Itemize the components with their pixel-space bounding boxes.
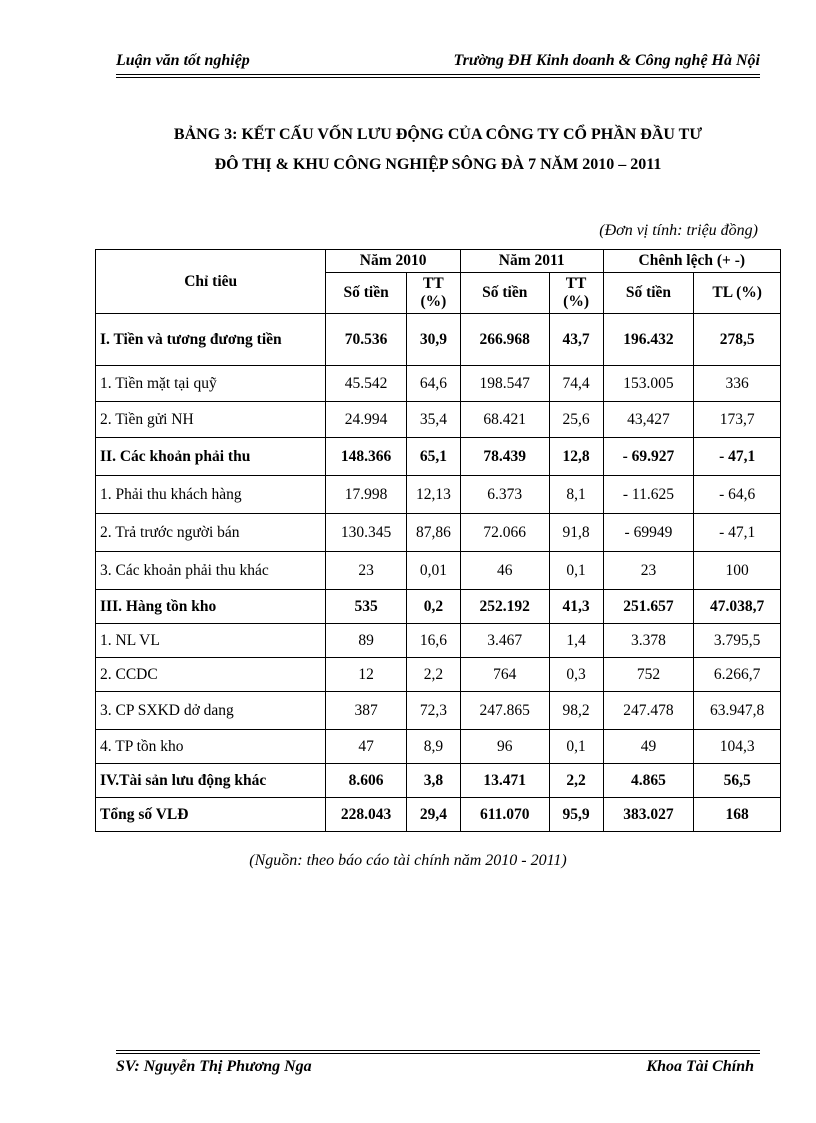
table-row: [96, 624, 781, 658]
table-title-line-2: ĐÔ THỊ & KHU CÔNG NGHIỆP SÔNG ĐÀ 7 NĂM 2010 – 2011: [214, 156, 662, 173]
cell-tt-2011: 0,1: [549, 730, 603, 764]
cell-tt-2010: 3,8: [406, 764, 460, 798]
cell-amount-diff: 153.005: [603, 366, 694, 402]
cell-tt-2010: 2,2: [406, 658, 460, 692]
cell-tl-diff: - 47,1: [694, 514, 781, 552]
cell-tt-2011: 8,1: [549, 476, 603, 514]
cell-amount-2011: 68.421: [460, 402, 549, 438]
cell-tt-2011: 1,4: [549, 624, 603, 658]
cell-amount-2011: 3.467: [460, 624, 549, 658]
cell-tt-2010: 64,6: [406, 366, 460, 402]
source-note: (Nguồn: theo báo cáo tài chính năm 2010 - 2011): [249, 852, 567, 869]
cell-tt-2010: 0,01: [406, 552, 460, 590]
cell-tl-diff: - 47,1: [694, 438, 781, 476]
footer-faculty: Khoa Tài Chính: [646, 1058, 754, 1075]
cell-amount-2011: 96: [460, 730, 549, 764]
table-row: [96, 658, 781, 692]
cell-tt-2011: 25,6: [549, 402, 603, 438]
cell-tt-2010: 30,9: [406, 314, 460, 366]
cell-tl-diff: - 64,6: [694, 476, 781, 514]
cell-amount-diff: - 11.625: [603, 476, 694, 514]
cell-amount-2011: 13.471: [460, 764, 549, 798]
cell-tl-diff: 100: [694, 552, 781, 590]
row-label: 1. Phải thu khách hàng: [96, 476, 326, 514]
row-label: 2. Trả trước người bán: [96, 514, 326, 552]
cell-amount-2010: 23: [326, 552, 407, 590]
cell-tt-2011: 95,9: [549, 798, 603, 832]
table-row: [96, 764, 781, 798]
cell-amount-2010: 70.536: [326, 314, 407, 366]
header-year-2010: Năm 2010: [326, 250, 461, 273]
row-label: 1. Tiền mặt tại quỹ: [96, 366, 326, 402]
header-chi-tieu: Chỉ tiêu: [96, 250, 326, 314]
cell-amount-2010: 387: [326, 692, 407, 730]
table-row: [96, 514, 781, 552]
cell-amount-diff: 196.432: [603, 314, 694, 366]
table-row: [96, 590, 781, 624]
cell-amount-diff: 4.865: [603, 764, 694, 798]
header-amount-2010: Số tiền: [326, 273, 407, 314]
cell-amount-2010: 130.345: [326, 514, 407, 552]
row-label: 4. TP tồn kho: [96, 730, 326, 764]
cell-amount-diff: 251.657: [603, 590, 694, 624]
cell-tl-diff: 104,3: [694, 730, 781, 764]
table-row: [96, 476, 781, 514]
cell-amount-diff: 43,427: [603, 402, 694, 438]
unit-note: (Đơn vị tính: triệu đồng): [599, 222, 758, 239]
cell-amount-2010: 24.994: [326, 402, 407, 438]
header-tl-diff: TL (%): [694, 273, 781, 314]
table-title: [96, 120, 780, 180]
cell-amount-diff: 752: [603, 658, 694, 692]
cell-tt-2011: 98,2: [549, 692, 603, 730]
cell-amount-diff: 247.478: [603, 692, 694, 730]
cell-amount-2011: 78.439: [460, 438, 549, 476]
row-label: II. Các khoản phải thu: [96, 438, 326, 476]
cell-tt-2010: 8,9: [406, 730, 460, 764]
row-label: III. Hàng tồn kho: [96, 590, 326, 624]
row-label: Tổng số VLĐ: [96, 798, 326, 832]
cell-tt-2010: 29,4: [406, 798, 460, 832]
cell-tl-diff: 336: [694, 366, 781, 402]
header-difference: Chênh lệch (+ -): [603, 250, 780, 273]
table-row: [96, 438, 781, 476]
cell-tl-diff: 173,7: [694, 402, 781, 438]
cell-amount-2011: 6.373: [460, 476, 549, 514]
cell-amount-2011: 252.192: [460, 590, 549, 624]
table-row: [96, 402, 781, 438]
row-label: 2. Tiền gửi NH: [96, 402, 326, 438]
footer-divider-top: [116, 1050, 760, 1051]
cell-tt-2011: 43,7: [549, 314, 603, 366]
header-tt-2011: TT (%): [549, 273, 603, 314]
page-footer: [116, 1056, 760, 1080]
cell-tt-2010: 87,86: [406, 514, 460, 552]
table-row: [96, 552, 781, 590]
footer-divider-bottom: [116, 1053, 760, 1054]
row-label: 3. Các khoản phải thu khác: [96, 552, 326, 590]
cell-tt-2010: 12,13: [406, 476, 460, 514]
table-row: [96, 798, 781, 832]
cell-tt-2010: 72,3: [406, 692, 460, 730]
cell-amount-2010: 89: [326, 624, 407, 658]
cell-amount-2010: 8.606: [326, 764, 407, 798]
cell-amount-2011: 764: [460, 658, 549, 692]
row-label: 2. CCDC: [96, 658, 326, 692]
cell-tt-2010: 16,6: [406, 624, 460, 658]
page-header: [116, 50, 760, 75]
cell-tl-diff: 47.038,7: [694, 590, 781, 624]
table-row: [96, 366, 781, 402]
cell-amount-2011: 46: [460, 552, 549, 590]
cell-tl-diff: 6.266,7: [694, 658, 781, 692]
header-amount-diff: Số tiền: [603, 273, 694, 314]
table-row: [96, 314, 781, 366]
cell-amount-2011: 611.070: [460, 798, 549, 832]
cell-amount-2010: 148.366: [326, 438, 407, 476]
cell-tt-2011: 91,8: [549, 514, 603, 552]
cell-amount-diff: - 69949: [603, 514, 694, 552]
cell-tl-diff: 168: [694, 798, 781, 832]
cell-amount-diff: - 69.927: [603, 438, 694, 476]
table-row: [96, 692, 781, 730]
cell-amount-2010: 45.542: [326, 366, 407, 402]
header-university: Trường ĐH Kinh doanh & Công nghệ Hà Nội: [453, 52, 760, 69]
table-row: [96, 730, 781, 764]
row-label: 3. CP SXKD dở dang: [96, 692, 326, 730]
working-capital-table: [95, 249, 781, 832]
cell-tl-diff: 63.947,8: [694, 692, 781, 730]
cell-amount-2010: 228.043: [326, 798, 407, 832]
cell-tt-2011: 41,3: [549, 590, 603, 624]
cell-amount-2010: 17.998: [326, 476, 407, 514]
cell-amount-diff: 23: [603, 552, 694, 590]
cell-tt-2011: 74,4: [549, 366, 603, 402]
header-divider: [116, 77, 760, 78]
cell-tl-diff: 3.795,5: [694, 624, 781, 658]
cell-amount-2010: 12: [326, 658, 407, 692]
header-amount-2011: Số tiền: [460, 273, 549, 314]
row-label: I. Tiền và tương đương tiền: [96, 314, 326, 366]
cell-tt-2011: 2,2: [549, 764, 603, 798]
cell-tt-2010: 0,2: [406, 590, 460, 624]
row-label: 1. NL VL: [96, 624, 326, 658]
cell-amount-2010: 535: [326, 590, 407, 624]
table-title-line-1: BẢNG 3: KẾT CẤU VỐN LƯU ĐỘNG CỦA CÔNG TY CỔ PHẦN ĐẦU TƯ: [173, 126, 703, 143]
cell-tt-2010: 65,1: [406, 438, 460, 476]
header-tt-2010: TT (%): [406, 273, 460, 314]
cell-tt-2010: 35,4: [406, 402, 460, 438]
footer-student-name: SV: Nguyễn Thị Phương Nga: [116, 1058, 312, 1075]
cell-tt-2011: 0,3: [549, 658, 603, 692]
header-thesis-label: Luận văn tốt nghiệp: [116, 52, 250, 69]
cell-amount-diff: 49: [603, 730, 694, 764]
cell-tt-2011: 12,8: [549, 438, 603, 476]
cell-tl-diff: 56,5: [694, 764, 781, 798]
cell-amount-2011: 247.865: [460, 692, 549, 730]
cell-amount-2011: 266.968: [460, 314, 549, 366]
cell-tl-diff: 278,5: [694, 314, 781, 366]
row-label: IV.Tài sản lưu động khác: [96, 764, 326, 798]
cell-amount-2010: 47: [326, 730, 407, 764]
cell-amount-diff: 383.027: [603, 798, 694, 832]
cell-amount-2011: 198.547: [460, 366, 549, 402]
header-year-2011: Năm 2011: [460, 250, 603, 273]
cell-amount-2011: 72.066: [460, 514, 549, 552]
cell-tt-2011: 0,1: [549, 552, 603, 590]
cell-amount-diff: 3.378: [603, 624, 694, 658]
